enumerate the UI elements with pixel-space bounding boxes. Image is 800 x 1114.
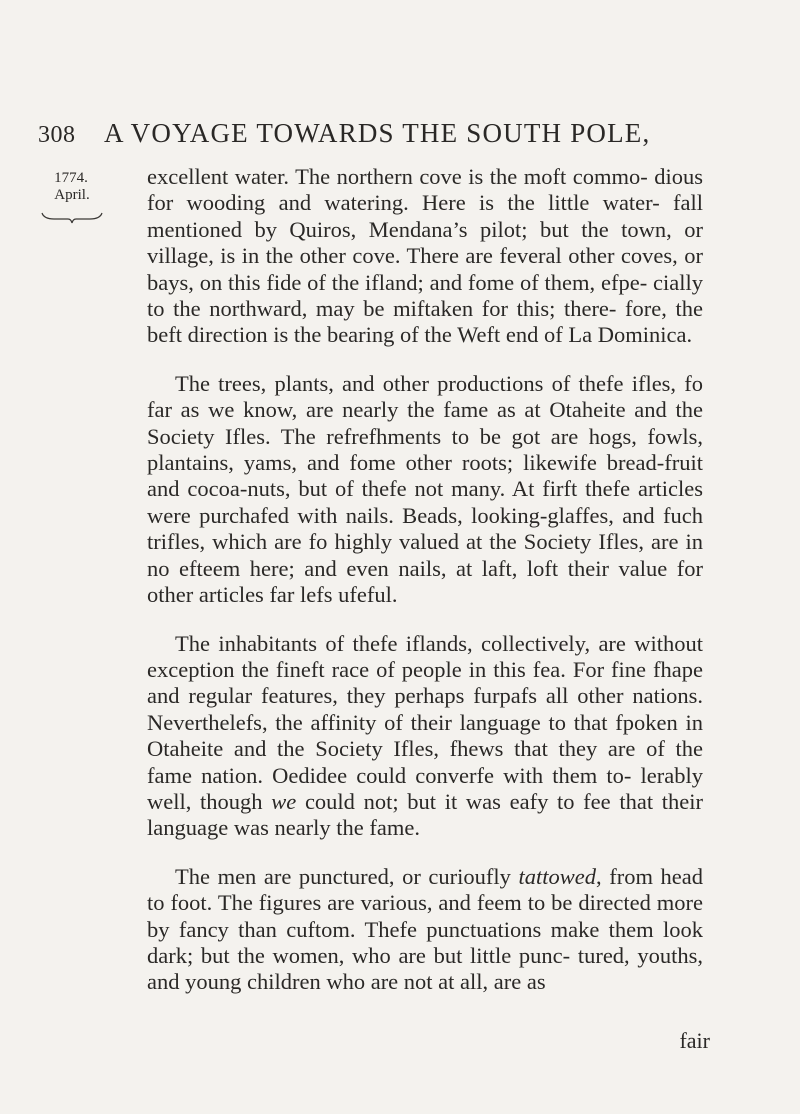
text-line: fhape and regular features, they perhaps furpafs all other [147, 656, 704, 709]
margin-brace-icon [40, 210, 104, 224]
text-line: Society Ifles. The refrefhments to be got are hogs, fowls, [147, 423, 703, 449]
text-line: cially to the northward, may be miftaken for this; there- [147, 269, 703, 322]
paragraph-4 [147, 864, 703, 996]
text-line: could not; but it was eafy to fee [304, 788, 611, 814]
text-line: The inhabitants of thefe iflands, collectively, are without [175, 630, 703, 656]
text-line: value for other articles far lefs ufeful. [147, 555, 704, 608]
text-line: and cocoa-nuts, but of thefe not many. At firft thefe [147, 476, 631, 502]
margin-note [34, 170, 104, 204]
text-line: Dominica. [597, 322, 693, 348]
text-line: far as we know, are nearly the fame as at Otaheite and the [147, 397, 703, 423]
text-line: excellent water. The northern cove is the moft commo- [147, 164, 648, 189]
text-line: The trees, plants, and other productions of thefe ifles, fo [175, 370, 703, 396]
text-line: fpoken in Otaheite and the Society Ifles, fhews that they are [147, 709, 704, 762]
italic-word: we [271, 788, 297, 814]
text-line: plantains, yams, and fome other roots; likewife bread-fruit [147, 450, 703, 476]
paragraph-2 [147, 371, 703, 609]
text-line: and fuch trifles, which are fo highly valued at the Society [147, 502, 704, 555]
body-text [147, 164, 703, 996]
text-line: The men are punctured, or curioufly [175, 863, 511, 889]
text-line: tured, youths, and young children who are not at all, are as [147, 942, 703, 995]
text-line: Ifles, are in no efteem here; and even nails, at laft, loft their [147, 529, 704, 581]
text-line: lerably well, though [147, 762, 703, 814]
margin-year: 1774. [54, 170, 88, 186]
text-line: dious for wooding and watering. Here is the little water- [147, 164, 704, 216]
text-line: of the fame nation. Oedidee could converfe with them to- [147, 736, 704, 788]
margin-month: April. [54, 187, 90, 203]
italic-word: tattowed [518, 863, 596, 889]
catchword: fair [679, 1028, 710, 1053]
text-line: to foot. The figures are various, and feem to be directed [147, 890, 651, 916]
text-line: fall mentioned by Quiros, Mendana’s pilot; but the town, or [147, 190, 704, 242]
paragraph-3 [147, 631, 703, 842]
text-line: or bays, on this fide of the ifland; and fome of them, efpe- [147, 243, 704, 295]
text-line: exception the fineft race of people in this fea. For fine [147, 656, 647, 682]
text-line: them look dark; but the women, who are but little punc- [147, 916, 703, 968]
page-number: 308 [38, 122, 76, 148]
running-head: A VOYAGE TOWARDS THE SOUTH POLE, [104, 118, 651, 148]
text-line: , from head [596, 863, 703, 889]
text-line: fore, the beft direction is the bearing of the Weft end of La [147, 296, 703, 348]
text-line: more by fancy than cuftom. Thefe punctuations make [147, 890, 704, 942]
text-line: village, is in the other cove. There are feveral other coves, [147, 243, 678, 269]
paragraph-1 [147, 164, 703, 349]
text-line: nations. Neverthelefs, the affinity of their language to that [147, 683, 703, 735]
text-line: articles were purchafed with nails. Beads, looking-glaffes, [147, 476, 703, 528]
text-line: that their language was nearly the fame. [147, 788, 703, 841]
